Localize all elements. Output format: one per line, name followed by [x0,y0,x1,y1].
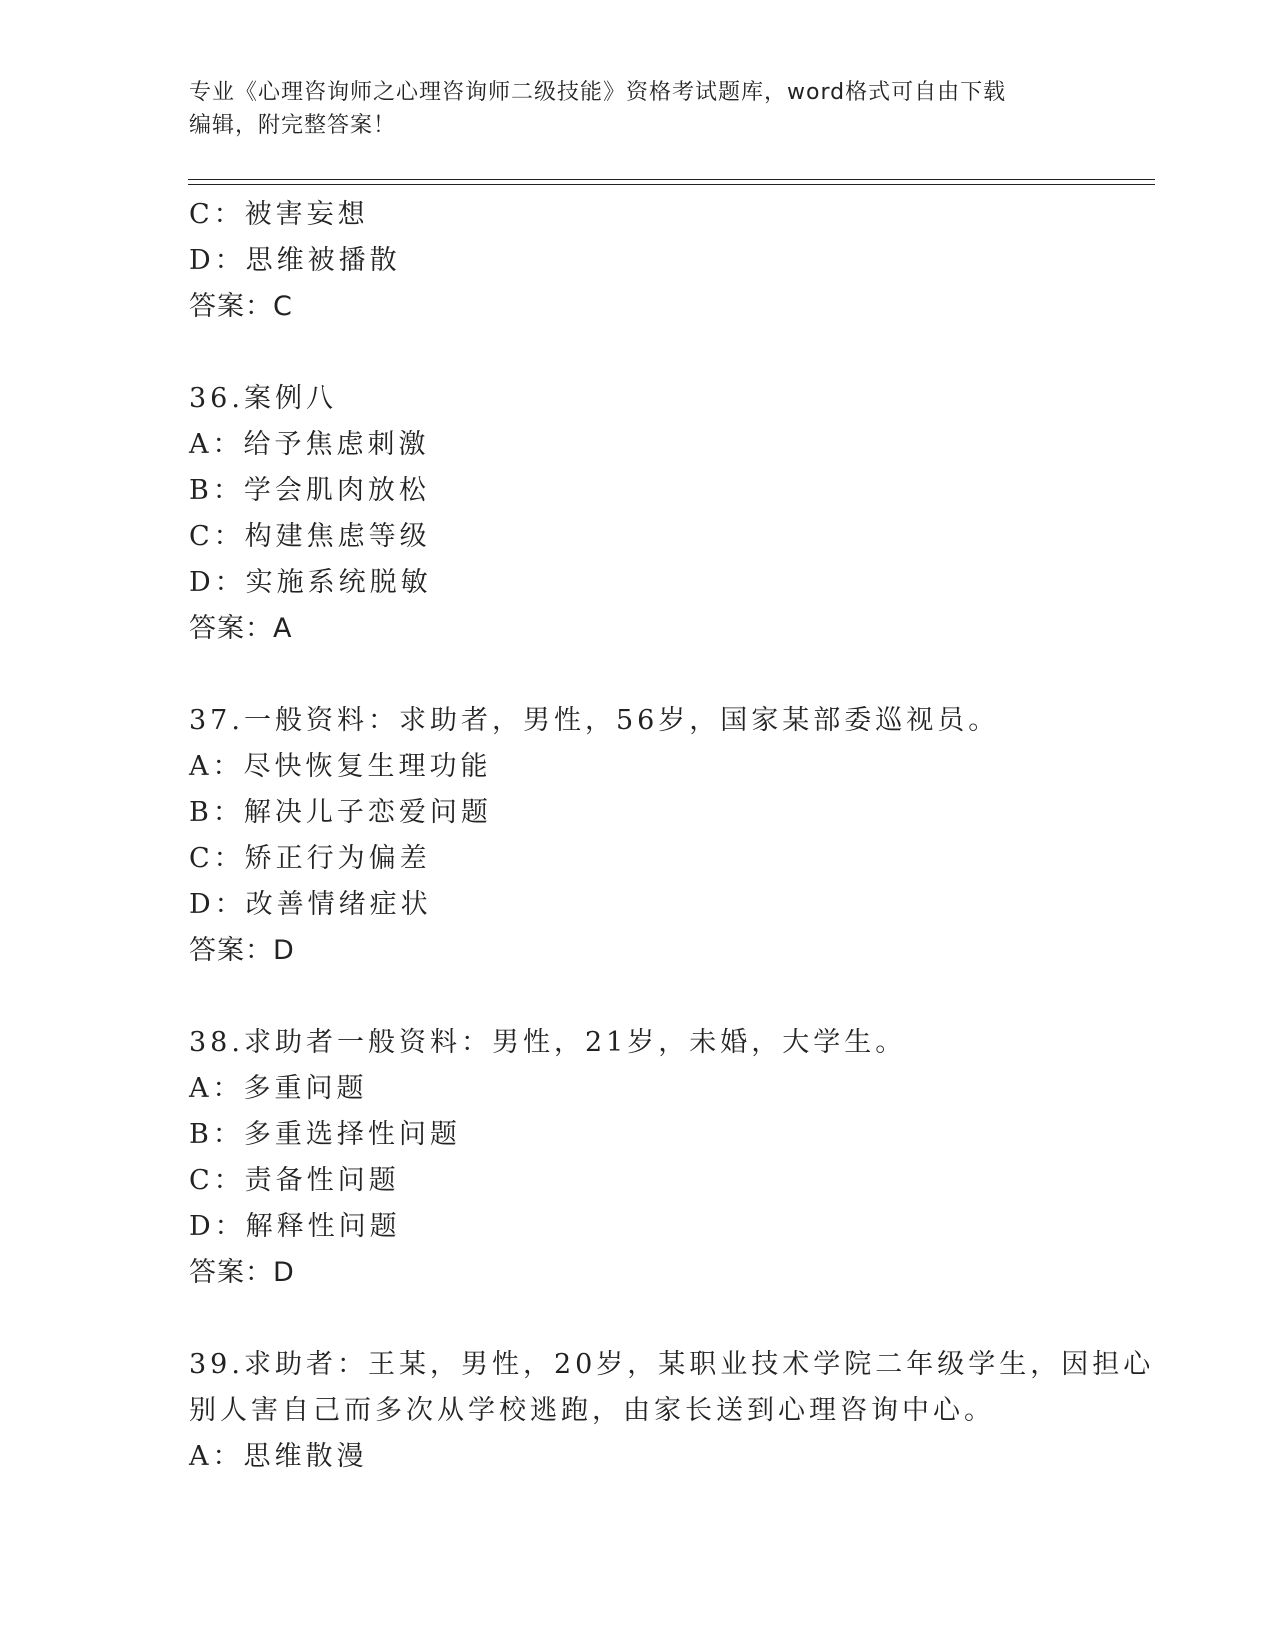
header-line-1: 专业《心理咨询师之心理咨询师二级技能》资格考试题库，word格式可自由下载 [189,80,1007,105]
option-a: A：思维散漫 [189,1441,368,1472]
question-38 [189,1020,1089,1296]
option-a: A：尽快恢复生理功能 [189,751,492,782]
option-c: C：被害妄想 [189,199,369,230]
document-header [189,76,1089,142]
option-c: C：构建焦虑等级 [189,521,431,552]
answer: 答案：D [189,935,295,966]
option-d: D：改善情绪症状 [189,889,432,920]
header-rule-top [188,179,1155,180]
option-b: B：学会肌肉放松 [189,475,430,506]
option-d: D：实施系统脱敏 [189,567,432,598]
option-d: D：解释性问题 [189,1211,401,1242]
answer: 答案：A [189,613,293,644]
question-39 [189,1342,1155,1480]
question-title: 36.案例八 [189,383,337,414]
option-d: D：思维被播散 [189,245,401,276]
spacer [189,974,1089,1020]
spacer [189,652,1089,698]
question-title-line-2: 别人害自己而多次从学校逃跑，由家长送到心理咨询中心。 [189,1395,995,1426]
question-37 [189,698,1089,974]
question-list [189,192,1155,1480]
option-b: B：多重选择性问题 [189,1119,461,1150]
spacer [189,330,1089,376]
answer: 答案：C [189,291,293,322]
option-c: C：责备性问题 [189,1165,400,1196]
question-35 [189,192,1089,330]
question-title: 37.一般资料：求助者，男性，56岁，国家某部委巡视员。 [189,705,1000,736]
question-title-line-1: 39.求助者：王某，男性，20岁，某职业技术学院二年级学生，因担心 [189,1349,1155,1380]
question-title: 38.求助者一般资料：男性，21岁，未婚，大学生。 [189,1027,907,1058]
header-line-2: 编辑，附完整答案！ [189,113,397,138]
question-36 [189,376,1089,652]
option-a: A：多重问题 [189,1073,368,1104]
option-c: C：矫正行为偏差 [189,843,431,874]
option-b: B：解决儿子恋爱问题 [189,797,492,828]
spacer [189,1296,1089,1342]
answer: 答案：D [189,1257,295,1288]
option-a: A：给予焦虑刺激 [189,429,430,460]
header-rule-bottom [188,184,1155,185]
